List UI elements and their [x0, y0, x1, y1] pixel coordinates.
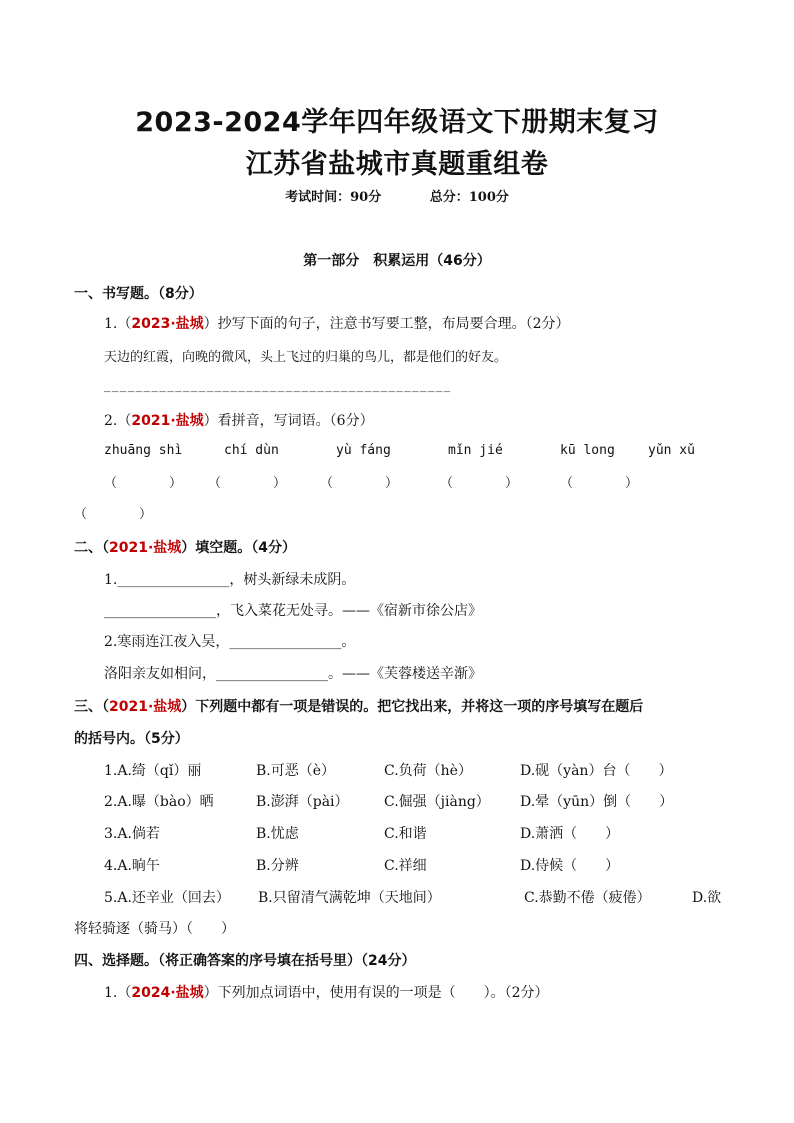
- s3-r4-c: C.祥细: [384, 858, 427, 874]
- s1-q2: [104, 410, 374, 430]
- s3-r5-d: D.欲: [692, 890, 722, 906]
- s3-r4-a: 4.A.晌午: [104, 858, 160, 874]
- s3-r2-d: D.晕（yūn）倒（ ）: [520, 794, 674, 810]
- s3-r3-c: C.和谐: [384, 826, 427, 842]
- answer-box-1[interactable]: （ ）: [104, 476, 183, 491]
- s1-q1-text: ）抄写下面的句子，注意书写要工整，布局要合理。（2分）: [203, 316, 570, 332]
- answer-box-4[interactable]: （ ）: [440, 476, 519, 491]
- pinyin-2: chí dùn: [224, 443, 279, 458]
- pinyin-1: zhuāng shì: [104, 443, 183, 458]
- s3-r2-c: C.倔强（jiàng）: [384, 794, 490, 810]
- part1-title: 第一部分 积累运用（46分）: [303, 253, 491, 269]
- s3-suffix: ）下列题中都有一项是错误的。把它找出来，并将这一项的序号填写在题后: [181, 699, 644, 715]
- s1-q2-tag: 2021·盐城: [131, 413, 204, 429]
- s1-q1-tag: 2023·盐城: [131, 316, 204, 332]
- s2-tag: 2021·盐城: [109, 540, 182, 556]
- s2-prefix: 二、（: [74, 540, 109, 556]
- s3-r5-cont: 将轻骑逐（骑马）（ ）: [74, 921, 235, 937]
- s4-q1-text: ）下列加点词语中，使用有误的一项是（ ）。（2分）: [203, 985, 549, 1001]
- answer-box-2[interactable]: （ ）: [208, 476, 287, 491]
- s3-r1-d: D.砚（yàn）台（ ）: [520, 763, 673, 779]
- s4-q1-num: 1.（: [104, 985, 132, 1001]
- section2-heading: [74, 537, 296, 557]
- total-score: 总分：100分: [429, 190, 509, 205]
- s1-q2-num: 2.（: [104, 413, 132, 429]
- s3-tag: 2021·盐城: [109, 699, 182, 715]
- s1-q2-text: ）看拼音，写词语。（6分）: [203, 413, 374, 429]
- pinyin-3: yù fáng: [336, 443, 391, 458]
- s3-r2-b: B.澎湃（pài）: [256, 794, 349, 810]
- section3-heading-cont: 的括号内。（5分）: [74, 731, 189, 747]
- exam-meta: [0, 186, 794, 205]
- page-title-line1: 2023-2024学年四年级语文下册期末复习: [135, 107, 659, 138]
- answer-box-6[interactable]: （ ）: [74, 507, 153, 522]
- s3-r4-b: B.分辨: [256, 858, 299, 874]
- answer-box-5[interactable]: （ ）: [560, 476, 639, 491]
- section3-heading: [74, 696, 643, 716]
- s4-q1: [104, 982, 549, 1002]
- s3-r3-b: B.忧虑: [256, 826, 299, 842]
- s3-r1-b: B.可恶（è）: [256, 763, 336, 779]
- s2-line3: 2.寒雨连江夜入吴，________________。: [104, 634, 356, 650]
- s1-q1-num: 1.（: [104, 316, 132, 332]
- s4-q1-tag: 2024·盐城: [131, 985, 204, 1001]
- s3-r3-a: 3.A.倘若: [104, 826, 160, 842]
- section4-heading: 四、选择题。（将正确答案的序号填在括号里）（24分）: [74, 953, 416, 969]
- s3-r4-d: D.侍候（ ）: [520, 858, 620, 874]
- s3-r1-a: 1.A.绮（qǐ）丽: [104, 763, 202, 779]
- s3-r5-a: 5.A.还辛业（回去）: [104, 890, 230, 906]
- exam-time: 考试时间：90分: [285, 190, 382, 205]
- s2-line2: ________________，飞入菜花无处寻。——《宿新市徐公店》: [104, 603, 482, 619]
- s3-r2-a: 2.A.曝（bào）晒: [104, 794, 214, 810]
- s3-r5-b: B.只留清气满乾坤（天地间）: [258, 890, 441, 906]
- s1-q1-writing-line: ____________________________________________: [104, 378, 452, 393]
- page-title-line2: 江苏省盐城市真题重组卷: [245, 149, 549, 180]
- s3-prefix: 三、（: [74, 699, 109, 715]
- pinyin-6: yǔn xǔ: [648, 443, 695, 458]
- s2-suffix: ）填空题。（4分）: [181, 540, 297, 556]
- pinyin-4: mǐn jié: [448, 443, 503, 458]
- answer-box-3[interactable]: （ ）: [320, 476, 399, 491]
- s3-r3-d: D.萧洒（ ）: [520, 826, 620, 842]
- s3-r1-c: C.负荷（hè）: [384, 763, 472, 779]
- s2-line4: 洛阳亲友如相问，________________。——《芙蓉楼送辛渐》: [104, 666, 482, 682]
- s1-q1-sentence: 天边的红霞，向晚的微风，头上飞过的归巢的鸟儿，都是他们的好友。: [104, 350, 508, 365]
- s3-r5-c: C.恭勤不倦（疲倦）: [524, 890, 651, 906]
- section1-heading: 一、书写题。（8分）: [74, 286, 203, 302]
- s2-line1: 1.________________，树头新绿未成阴。: [104, 572, 356, 588]
- pinyin-5: kū long: [560, 443, 615, 458]
- s1-q1: [104, 313, 570, 333]
